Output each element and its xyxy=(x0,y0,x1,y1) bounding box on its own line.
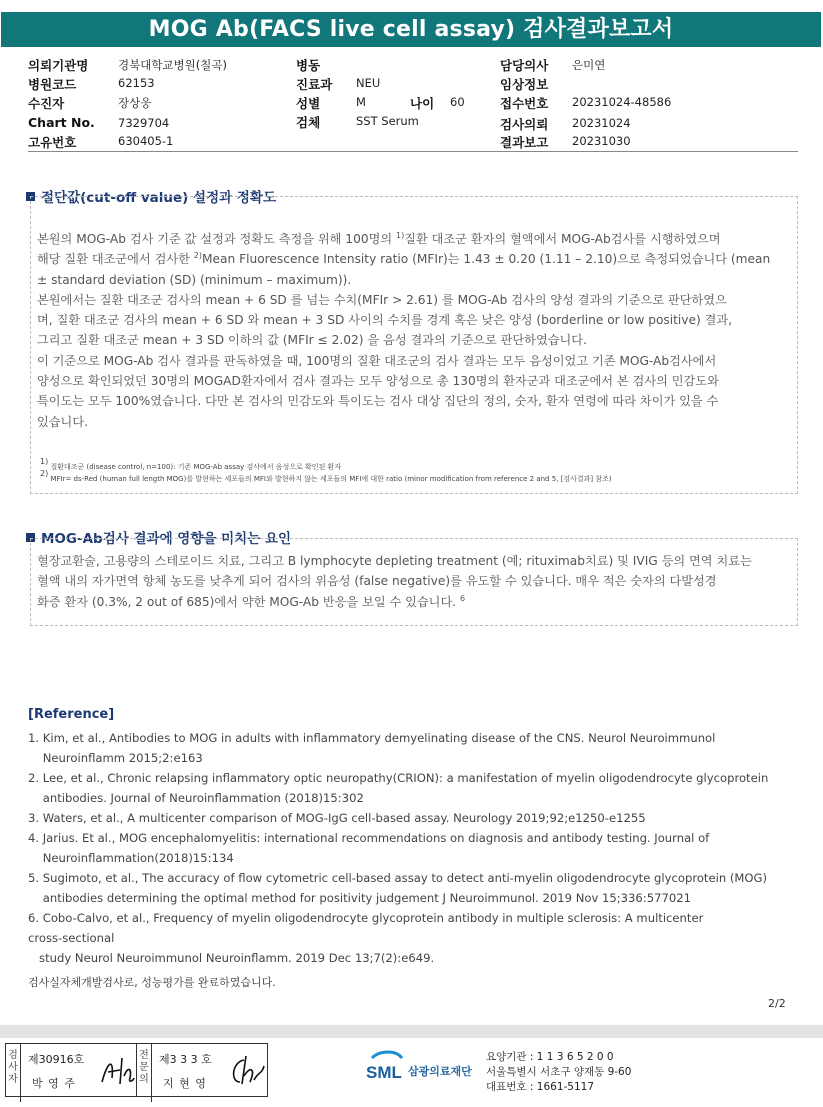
sml-logo-icon xyxy=(366,1048,408,1088)
section1-line: ± standard deviation (SD) (minimum – maximum)). xyxy=(37,272,352,287)
reference-line: 3. Waters, et al., A multicenter comparison of MOG-IgG cell-based assay. Neurology 2019;92;e1250-e1255 xyxy=(28,811,646,825)
request-value: 20231024 xyxy=(572,116,631,130)
collector-label: 수진자 xyxy=(28,96,65,111)
page-number: 2/2 xyxy=(768,997,786,1010)
org-phone: 대표번호 : 1661-5117 xyxy=(486,1081,595,1093)
section1-line: 본원의 MOG-Ab 검사 기준 값 설정과 정확도 측정을 위해 100명의 $^{1)}$질환 대조군 환자의 혈액에서 MOG-Ab검사를 시행하였으며 xyxy=(37,231,721,246)
sex-value: M xyxy=(356,95,366,109)
specimen-label: 검체 xyxy=(296,115,321,130)
footnote-line: $^{1)}$ 질환대조군 (disease control, n=100): 기존 MOG-Ab assay 검사에서 음성으로 확인된 환자 xyxy=(40,457,342,471)
org-care-code: 요양기관 : 1 1 3 6 5 2 0 0 xyxy=(486,1051,614,1063)
footnote-marker: 1) xyxy=(40,457,49,466)
role-char: 검 xyxy=(8,1050,18,1061)
org-address: 서울특별시 서초구 양재동 9-60 xyxy=(486,1066,632,1078)
specialist-name: 지 현 영 xyxy=(163,1077,207,1090)
reference-list xyxy=(28,728,808,968)
hospital-code-value: 62153 xyxy=(118,76,155,90)
section1-line: 특이도는 모두 100%였습니다. 다만 본 검사의 민감도와 특이도는 검사 대상 집단의 정의, 숫자, 환자 연령에 따라 차이가 있을 수 xyxy=(37,394,719,409)
specimen-value: SST Serum xyxy=(356,114,419,128)
doctor-value: 은미연 xyxy=(572,58,606,72)
specialist-role-label xyxy=(137,1044,152,1102)
receipt-value: 20231024-48586 xyxy=(572,95,672,109)
reference-line: 4. Jarius. Et al., MOG encephalomyelitis: international recommendations on diagnosis and antibody testing. Journal of xyxy=(28,831,710,845)
ward-label: 병동 xyxy=(296,58,321,73)
reference-line: study Neurol Neuroimmunol Neuroinflamm. 2019 Dec 13;7(2):e649. xyxy=(28,951,435,965)
development-note: 검사실자체개발검사로, 성능평가를 완료하였습니다. xyxy=(28,976,276,989)
role-char: 사 xyxy=(8,1062,18,1073)
receipt-label: 접수번호 xyxy=(500,96,549,111)
reference-line: 5. Sugimoto, et al., The accuracy of flow cytometric cell-based assay to detect anti-myelin oligodendrocyte glycoprotein (MOG) xyxy=(28,871,768,885)
reference-title: [Reference] xyxy=(28,707,115,722)
dept-label: 진료과 xyxy=(296,77,333,92)
footnote-marker: 2) xyxy=(193,251,202,261)
org-info xyxy=(486,1050,631,1095)
section1-line: 있습니다. xyxy=(37,414,88,429)
inspector-signature-icon xyxy=(98,1054,136,1088)
clinical-label: 임상정보 xyxy=(500,77,549,92)
section2-line: 혈장교환술, 고용량의 스테로이드 치료, 그리고 B lymphocyte depleting treatment (예; rituximab치료) 및 IVIG 등의 면역 치료는 xyxy=(37,554,752,568)
section2-paragraph xyxy=(37,551,789,612)
section1-heading: 절단값(cut-off value) 설정과 정확도 xyxy=(26,186,276,206)
section2-line: 화증 환자 (0.3%, 2 out of 685)에서 약한 MOG-Ab 반응을 보일 수 있습니다. $^6$ xyxy=(37,593,466,609)
dept-value: NEU xyxy=(356,76,381,90)
reference-line: Neuroinflamm 2015;2:e163 xyxy=(28,751,203,765)
reference-line: 2. Lee, et al., Chronic relapsing inflammatory optic neuropathy(CRION): a manifestation of myelin oligodendrocyte glycoprotein xyxy=(28,771,769,785)
org-name: 삼광의료재단 xyxy=(408,1065,472,1078)
section1-line: 며, 질환 대조군 검사의 mean + 6 SD 와 mean + 3 SD 사이의 수치를 경계 혹은 낮은 양성 (borderline or low positive) 결과, xyxy=(37,313,733,328)
role-char: 자 xyxy=(8,1074,18,1085)
footnote-line: $^{2)}$ MFIr= ds-Red (human full length MOG)를 발현하는 세포들의 MFI와 발현하지 않는 세포들의 MFI에 대한 ratio (minor modification from reference 2 and 5, [검사결과] 참조) xyxy=(40,469,612,483)
section2-heading: MOG-Ab검사 결과에 영향을 미치는 요인 xyxy=(26,527,291,547)
section1-paragraph xyxy=(37,229,789,432)
hospital-code-label: 병원코드 xyxy=(28,77,77,92)
section1-line: 본원에서는 질환 대조군 검사의 mean + 6 SD 를 넘는 수치(MFIr > 2.61) 를 MOG-Ab 검사의 양성 결과의 기준으로 판단하였으 xyxy=(37,292,727,307)
request-label: 검사의뢰 xyxy=(500,117,549,132)
footer-band xyxy=(0,1025,823,1038)
section1-line: 이 기준으로 MOG-Ab 검사 결과를 판독하였을 때, 100명의 질환 대조군의 검사 결과는 모두 음성이었고 기존 MOG-Ab검사에서 xyxy=(37,353,717,368)
section1-line: 해당 질환 대조군에서 검사한 $^{2)}$Mean Fluorescence Intensity ratio (MFIr)는 1.43 ± 0.20 (1.11 – 2.10)으로 측정되었습니다 (mean xyxy=(37,251,771,267)
report-date-value: 20231030 xyxy=(572,134,631,148)
reference-line: cross-sectional xyxy=(28,931,115,945)
section1-line: 양성으로 확인되었던 30명의 MOGAD환자에서 검사 결과는 모두 양성으로 총 130명의 환자군과 대조군에서 본 검사의 민감도와 xyxy=(37,374,719,389)
footnote-marker: 2) xyxy=(40,469,49,478)
doctor-label: 담당의사 xyxy=(500,58,549,73)
age-label: 나이 xyxy=(410,96,435,111)
chart-no-value: 7329704 xyxy=(118,116,170,130)
age-value: 60 xyxy=(450,95,465,109)
reference-line: 6. Cobo-Calvo, et al., Frequency of myelin oligodendrocyte glycoprotein antibody in multiple sclerosis: A multicenter xyxy=(28,911,704,925)
institution-value: 경북대학교병원(칠곡) xyxy=(118,58,227,72)
specialist-signature-icon xyxy=(226,1052,266,1090)
report-date-label: 결과보고 xyxy=(500,135,549,150)
inspector-license: 제30916호 xyxy=(28,1053,85,1066)
svg-text:SML: SML xyxy=(366,1063,402,1082)
role-char: 의 xyxy=(139,1074,149,1085)
signature-box xyxy=(5,1043,268,1097)
unique-no-label: 고유번호 xyxy=(28,135,77,150)
inspector-role-label xyxy=(6,1044,21,1102)
reference-line: Neuroinflammation(2018)15:134 xyxy=(28,851,234,865)
footnote-marker: 1) xyxy=(396,231,405,240)
chart-no-label: Chart No. xyxy=(28,115,95,130)
collector-value: 장상웅 xyxy=(118,96,152,110)
role-char: 문 xyxy=(139,1062,149,1073)
reference-line: antibodies. Journal of Neuroinflammation (2018)15:302 xyxy=(28,791,364,805)
sex-label: 성별 xyxy=(296,96,321,111)
institution-label: 의뢰기관명 xyxy=(28,58,89,73)
reference-line: 1. Kim, et al., Antibodies to MOG in adults with inflammatory demyelinating disease of the CNS. Neurol Neuroimmunol xyxy=(28,731,716,745)
reference-line: antibodies determining the optimal method for positivity judgement J Neuroimmunol. 2019 Nov 15;336:577021 xyxy=(28,891,691,905)
info-divider xyxy=(28,151,798,152)
report-title: MOG Ab(FACS live cell assay) 검사결과보고서 xyxy=(1,12,821,47)
section1-footnotes xyxy=(40,457,790,485)
inspector-name: 박 영 주 xyxy=(32,1077,76,1090)
role-char: 전 xyxy=(139,1050,149,1061)
specialist-license: 제3 3 3 호 xyxy=(159,1053,212,1066)
section1-line: 그리고 질환 대조군 mean + 3 SD 이하의 값 (MFIr ≤ 2.02) 을 음성 결과의 기준으로 판단하였습니다. xyxy=(37,333,587,348)
unique-no-value: 630405-1 xyxy=(118,134,174,148)
footnote-marker: 6 xyxy=(459,593,466,603)
section2-line: 혈액 내의 자가면역 항체 농도를 낮추게 되어 검사의 위음성 (false negative)를 유도할 수 있습니다. 매우 적은 숫자의 다발성경 xyxy=(37,574,717,589)
